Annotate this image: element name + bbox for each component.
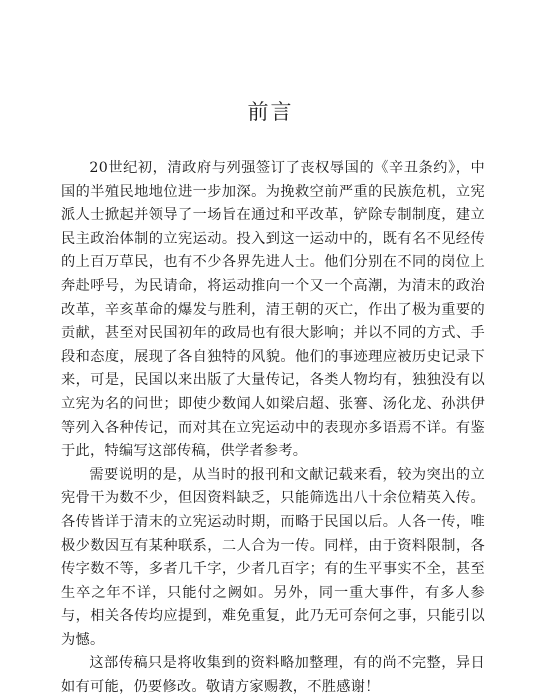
paragraph-2: 需要说明的是，从当时的报刊和文献记载来看，较为突出的立宪骨干为数不少，但因资料缺乏，只能筛选出八十余位精英入传。各传皆详于清末的立宪运动时期，而略于民国以后。人各一传，唯极少数因互有某种联系，二人合为一传。同样，由于资料限制，各传字数不等，多者几千字，少者几百字；有的生平事实不全，甚至生卒之年不详，只能付之阙如。另外，同一重大事件，有多人参与，相关各传均应提到，难免重复，此乃无可奈何之事，只能引以为憾。 [61, 466, 485, 648]
page-title: 前言 [247, 100, 294, 124]
preface-body [61, 157, 485, 700]
paragraph-1: 20世纪初，清政府与列强签订了丧权辱国的《辛丑条约》，中国的半殖民地地位进一步加深。为挽救空前严重的民族危机，立宪派人士掀起并领导了一场旨在通过和平改革，铲除专制制度，建立民主政治体制的立宪运动。投入到这一运动中的，既有名不见经传的上百万草民，也有不少各界先进人士。他们分别在不同的岗位上奔赴呼号，为民请命，将运动推向一个又一个高潮，为清末的政治改革，辛亥革命的爆发与胜利，清王朝的灭亡，作出了极为重要的贡献，甚至对民国初年的政局也有很大影响；并以不同的方式、手段和态度，展现了各自独特的风貌。他们的事迹理应被历史记录下来，可是，民国以来出版了大量传记，各类人物均有，独独没有以立宪为名的问世；即使少数闻人如梁启超、张謇、汤化龙、孙洪伊等列入各种传记，而对其在立宪运动中的表现亦多语焉不详。有鉴于此，特编写这部传稿，供学者参考。 [61, 160, 485, 460]
paragraph-3: 这部传稿只是将收集到的资料略加整理，有的尚不完整，异日如有可能，仍要修改。敬请方家赐教，不胜感谢！ [61, 655, 485, 696]
